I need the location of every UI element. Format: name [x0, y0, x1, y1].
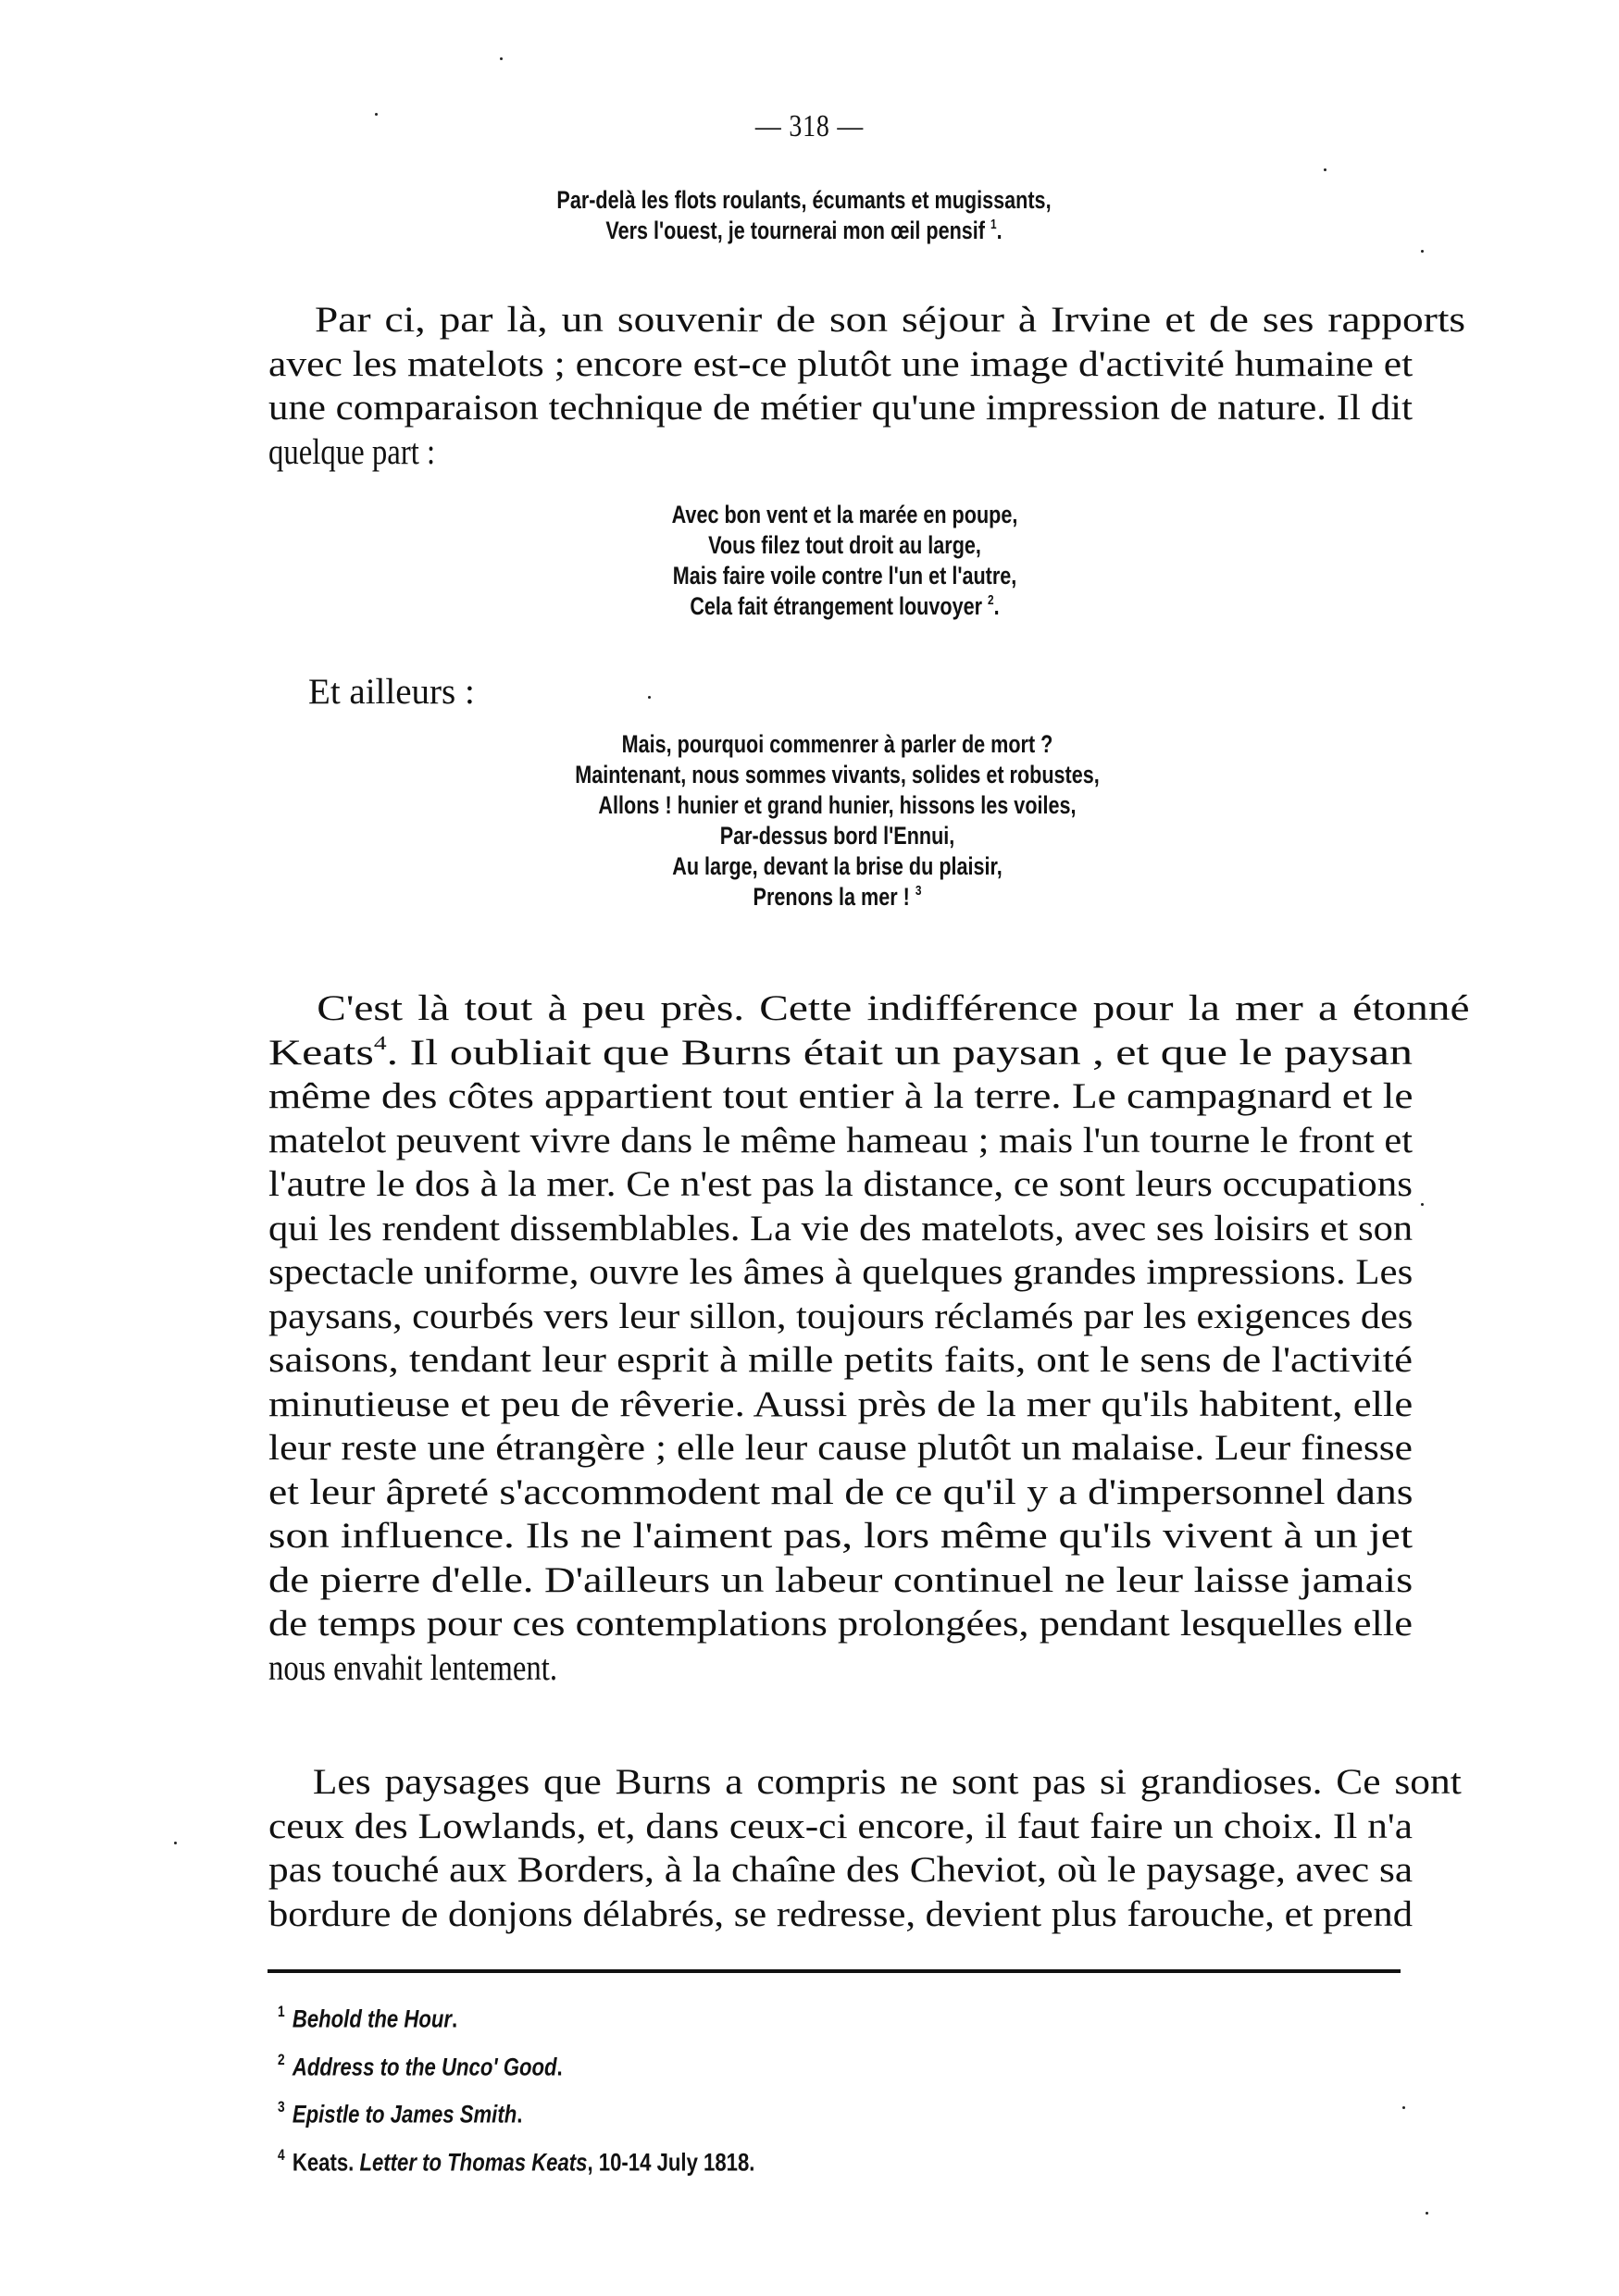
verse-line: Prenons la mer ! $^3$	[753, 883, 922, 911]
footnote-4: $^4$ Keats. Letter to Thomas Keats, 10-14 July 1818.	[278, 2146, 755, 2177]
paragraph-line: Les paysages que Burns a compris ne sont pas si grandioses. Ce sont	[312, 1762, 1462, 1802]
verse-line: Au large, devant la brise du plaisir,	[672, 852, 1003, 880]
scan-speck	[375, 113, 378, 116]
paragraph-line: paysans, courbés vers leur sillon, toujours réclamés par les exigences des	[268, 1296, 1414, 1336]
paragraph-line: ceux des Lowlands, et, dans ceux-ci encore, il faut faire un choix. Il n'a	[268, 1806, 1413, 1846]
footnote-ref-1[interactable]: 1	[990, 217, 997, 232]
paragraph-line: C'est là tout à peu près. Cette indifférence pour la mer a étonné	[317, 988, 1470, 1028]
verse-line: Vous filez tout droit au large,	[708, 531, 981, 559]
verse-line: Par-delà les flots roulants, écumants et mugissants,	[556, 186, 1052, 214]
scan-speck	[1421, 1203, 1424, 1206]
footnote-1: $^1$ Behold the Hour.	[278, 2003, 458, 2033]
verse-line: Allons ! hunier et grand hunier, hissons les voiles,	[598, 791, 1077, 819]
footnote-mark: 2	[278, 2050, 285, 2068]
verse-quote-3	[28, 729, 1619, 912]
paragraph-line: son influence. Ils ne l'aiment pas, lors même qu'ils vivent à un jet	[268, 1516, 1413, 1556]
transition-text: Et ailleurs :	[308, 672, 475, 712]
paragraph-line: de pierre d'elle. D'ailleurs un labeur continuel ne leur laisse jamais	[268, 1559, 1414, 1600]
paragraph-line: quelque part :	[268, 431, 436, 472]
paragraph-line: et leur âpreté s'accommodent mal de ce qu'il y a d'impersonnel dans	[268, 1471, 1414, 1512]
footnote-title: Address to the Unco' Good	[292, 2053, 557, 2081]
footnote-author: Keats.	[292, 2148, 360, 2177]
verse-line: Maintenant, nous sommes vivants, solides et robustes,	[575, 761, 1100, 788]
footnote-title: Behold the Hour	[292, 2004, 453, 2033]
footnote-ref-2[interactable]: 2	[988, 592, 994, 608]
verse-quote-2	[35, 500, 1619, 622]
paragraph-line: avec les matelots ; encore est-ce plutôt une image d'activité humaine et	[268, 343, 1414, 384]
paragraph-1	[268, 298, 1466, 474]
paragraph-line: une comparaison technique de métier qu'une impression de nature. Il dit	[268, 388, 1414, 428]
footnote-3: $^3$ Epistle to James Smith.	[278, 2098, 523, 2129]
paragraph-line: qui les rendent dissemblables. La vie des matelots, avec ses loisirs et son	[268, 1208, 1414, 1248]
verse-quote-1	[0, 185, 1613, 246]
paragraph-2	[268, 987, 1470, 1690]
footnote-divider	[268, 1969, 1401, 1973]
paragraph-line: bordure de donjons délabrés, se redresse, devient plus farouche, et prend	[268, 1893, 1413, 1934]
footnote-title: Epistle to James Smith	[292, 2101, 517, 2129]
paragraph-line: matelot peuvent vivre dans le même hameau ; mais l'un tourne le front et	[268, 1120, 1414, 1160]
scan-speck	[500, 57, 503, 60]
scan-speck	[1426, 2212, 1428, 2215]
paragraph-line: leur reste une étrangère ; elle leur cause plutôt un malaise. Leur finesse	[268, 1428, 1413, 1468]
paragraph-line: saisons, tendant leur esprit à mille petits faits, ont le sens de l'activité	[268, 1340, 1413, 1380]
footnote-mark: 1	[278, 2003, 285, 2020]
verse-line: Avec bon vent et la marée en poupe,	[671, 501, 1018, 528]
scan-speck	[648, 696, 651, 699]
footnote-mark: 4	[278, 2146, 285, 2165]
scan-speck	[174, 1842, 177, 1844]
verse-line: Mais, pourquoi commenrer à parler de mort ?	[621, 730, 1053, 758]
paragraph-line: minutieuse et peu de rêverie. Aussi près de la mer qu'ils habitent, elle	[268, 1384, 1414, 1424]
footnote-ref-3[interactable]: 3	[915, 883, 922, 899]
paragraph-line: l'autre le dos à la mer. Ce n'est pas la distance, ce sont leurs occupations	[268, 1164, 1413, 1204]
footnote-mark: 3	[278, 2098, 285, 2116]
footnote-2: $^2$ Address to the Unco' Good.	[278, 2050, 563, 2081]
scan-speck	[1324, 168, 1326, 171]
paragraph-line: Par ci, par là, un souvenir de son séjour à Irvine et de ses rapports	[315, 300, 1466, 340]
footnote-ref-4[interactable]: 4	[373, 1031, 387, 1054]
verse-line: Mais faire voile contre l'un et l'autre,	[672, 562, 1017, 590]
verse-line: Vers l'ouest, je tournerai mon œil pensif $^1$.	[605, 217, 1003, 244]
footnote-title: Letter to Thomas Keats	[359, 2148, 588, 2177]
verse-line: Par-dessus bord l'Ennui,	[719, 822, 955, 850]
paragraph-line: pas touché aux Borders, à la chaîne des Cheviot, où le paysage, avec sa	[268, 1850, 1414, 1890]
verse-line: Cela fait étrangement louvoyer $^2$.	[690, 592, 1000, 620]
paragraph-line: même des côtes appartient tout entier à la terre. Le campagnard et le	[268, 1076, 1414, 1116]
paragraph-line: nous envahit lentement.	[268, 1647, 558, 1688]
scan-speck	[1421, 250, 1424, 253]
page-number: — 318 —	[754, 109, 865, 143]
paragraph-3	[268, 1760, 1462, 1936]
scan-speck	[1402, 2106, 1405, 2109]
paragraph-line: de temps pour ces contemplations prolongées, pendant lesquelles elle	[268, 1604, 1413, 1644]
paragraph-line: Keats$^4$. Il oubliait que Burns était un paysan , et que le paysan	[268, 1031, 1413, 1073]
footnotes	[278, 1992, 860, 2183]
paragraph-line: spectacle uniforme, ouvre les âmes à quelques grandes impressions. Les	[268, 1252, 1414, 1292]
